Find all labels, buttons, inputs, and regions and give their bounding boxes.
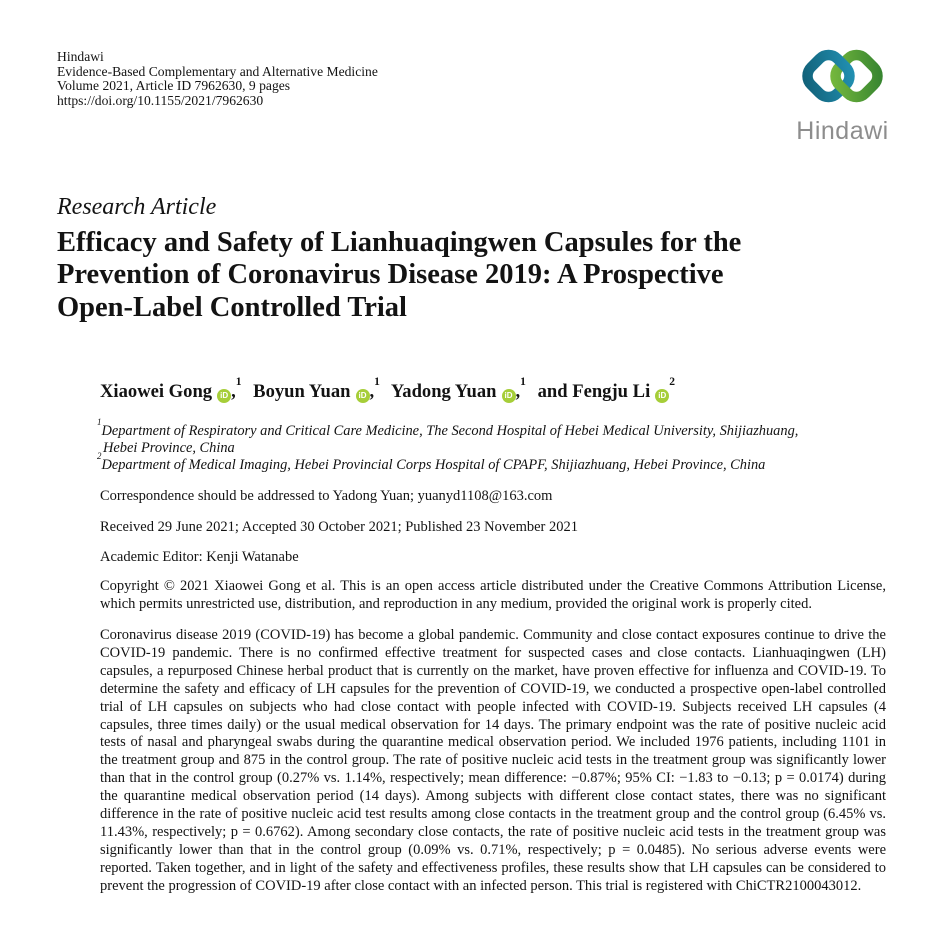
copyright-notice: Copyright © 2021 Xiaowei Gong et al. This is an open access article distributed under the Creative Commons Attribution License, which permits unrestricted use, distribution, and reproduction in any medium, provided the original work is properly cited. (100, 578, 886, 612)
correspondence-text: Correspondence should be addressed to Yadong Yuan; (100, 488, 418, 504)
author-name: Fengju Li (572, 381, 651, 402)
author-affiliation-sup: 1 (235, 375, 242, 388)
author-separator: , (231, 381, 236, 402)
history-dates: Received 29 June 2021; Accepted 30 October 2021; Published 23 November 2021 (100, 519, 578, 535)
article-type-label: Research Article (57, 194, 217, 220)
author-affiliation-sup: 1 (520, 375, 526, 388)
affiliations (97, 417, 799, 474)
author-name: Yadong Yuan (390, 381, 497, 402)
orcid-icon[interactable]: iD (502, 389, 516, 403)
affiliation-sup: 1 (97, 417, 102, 428)
publisher-name: Hindawi (57, 49, 104, 64)
correspondence-line (100, 488, 552, 505)
author-3 (390, 375, 526, 402)
author-affiliation-sup: 2 (669, 375, 675, 388)
author-name: Boyun Yuan (253, 381, 351, 402)
correspondence-email-link[interactable]: yuanyd1108@163.com (417, 488, 553, 504)
journal-name: Evidence-Based Complementary and Alternative Medicine (57, 63, 378, 79)
author-name: Xiaowei Gong (100, 381, 213, 402)
author-affiliation-sup: 1 (374, 375, 380, 388)
affiliation-text: Department of Respiratory and Critical Care Medicine, The Second Hospital of Hebei Medical University, Shijiazhuang, (101, 423, 799, 439)
title-line-3: Open-Label Controlled Trial (57, 291, 407, 323)
hindawi-logo (796, 41, 889, 144)
volume-info: Volume 2021, Article ID 7962630, 9 pages (57, 78, 291, 93)
affiliation-text: Department of Medical Imaging, Hebei Provincial Corps Hospital of CPAPF, Shijiazhuang, Hebei Province, China (101, 457, 766, 473)
doi-link[interactable]: https://doi.org/10.1155/2021/7962630 (57, 92, 264, 108)
affiliation-text-continued: Hebei Province, China (103, 440, 235, 456)
affiliation-2 (97, 451, 798, 474)
author-prefix: and (537, 381, 573, 402)
affiliation-sup: 2 (97, 451, 102, 462)
orcid-icon[interactable]: iD (356, 389, 370, 403)
hindawi-rings-icon (796, 41, 889, 111)
author-2 (253, 375, 380, 402)
orcid-icon[interactable]: iD (655, 389, 669, 403)
author-separator: , (369, 381, 375, 402)
author-list (100, 375, 682, 403)
title-line-1: Efficacy and Safety of Lianhuaqingwen Capsules for the (57, 227, 742, 258)
affiliation-1 (97, 417, 799, 457)
title-line-2: Prevention of Coronavirus Disease 2019: A Prospective (57, 259, 724, 291)
author-4 (537, 375, 675, 402)
orcid-icon[interactable]: iD (217, 389, 231, 403)
article-title (57, 227, 741, 324)
author-separator: , (515, 381, 521, 402)
abstract-paragraph: Coronavirus disease 2019 (COVID-19) has become a global pandemic. Community and close contact exposures continue to drive the COVID-19 pandemic. There is no confirmed effective treatment for suspected cases and close contacts. Lianhuaqingwen (LH) capsules, a repurposed Chinese herbal product that is currently on the market, have proven effective for influenza and COVID-19. To determine the safety and efficacy of LH capsules for the prevention of COVID-19, we conducted a prospective open-label controlled trial of LH capsules on subjects who had close contact with people infected with COVID-19. Subjects received LH capsules (4 capsules, three times daily) or the usual medical observation for 14 days. The primary endpoint was the rate of positive nucleic acid tests of nasal and pharyngeal swabs during the quarantine medical observation period. We included 1976 patients, including 1101 in the treatment group and 875 in the control group. The rate of positive nucleic acid tests in the treatment group was significantly lower than that in the control group (0.27% vs. 1.14%, respectively; mean difference: −0.87%; 95% CI: −1.83 to −0.13; p = 0.0174) during the quarantine medical observation period (14 days). Among subjects with different close contact states, there was no significant difference in the rate of positive nucleic acid test results among close contacts in the treatment group and the control group (6.45% vs. 11.43%, respectively; p = 0.6762). Among secondary close contacts, the rate of positive nucleic acid tests in the treatment group was significantly lower than that in the control group (0.09% vs. 0.71%, respectively; p = 0.0485). No serious adverse events were reported. Taken together, and in light of the safety and effectiveness profiles, these results show that LH capsules can be considered to prevent the progression of COVID-19 after close contact with an infected person. This trial is registered with ChiCTR2100043012. (100, 627, 886, 894)
academic-editor: Academic Editor: Kenji Watanabe (100, 549, 299, 565)
author-1 (100, 375, 242, 402)
hindawi-wordmark: Hindawi (796, 117, 889, 145)
publisher-header (57, 50, 378, 108)
